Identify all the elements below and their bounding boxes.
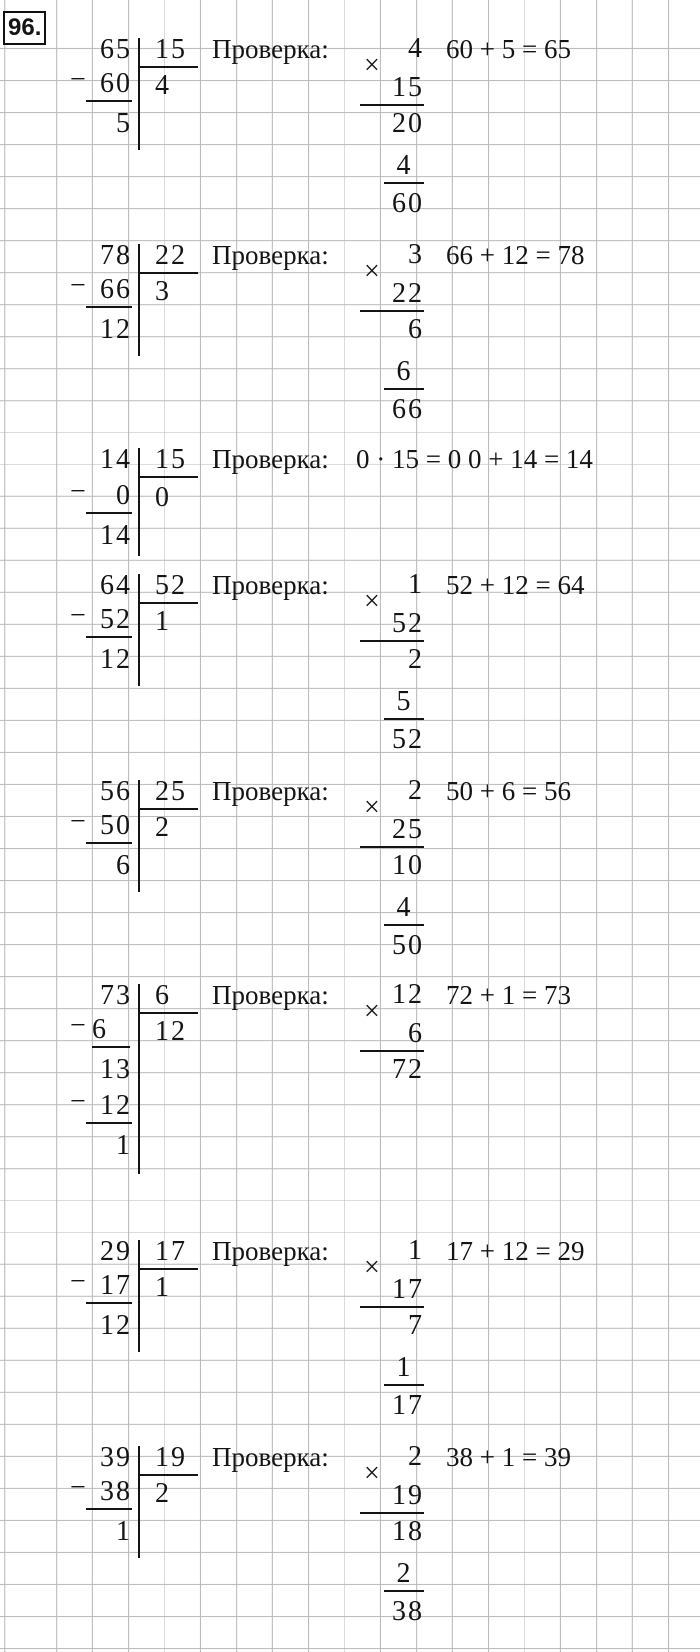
minus-sign: − [70, 806, 86, 837]
dividend: 73 [100, 980, 132, 1011]
remainder: 14 [100, 520, 132, 551]
quotient: 2 [155, 812, 171, 843]
carry-value: 5 [384, 686, 424, 720]
times-sign: × [364, 996, 380, 1027]
partial-product: 10 [392, 850, 424, 881]
divisor-underline [140, 272, 198, 274]
divisor-underline [140, 602, 198, 604]
quotient: 3 [155, 276, 171, 307]
check-label: Проверка: [212, 240, 329, 270]
times-sign: × [364, 1252, 380, 1283]
division-bar [138, 448, 140, 556]
divisor: 15 [155, 34, 187, 65]
multiplier-top: 2 [408, 1441, 424, 1472]
partial-product: 20 [392, 108, 424, 139]
subtrahend: 0 [86, 480, 132, 514]
quotient: 0 [155, 482, 171, 513]
minus-sign: − [70, 64, 86, 95]
times-sign: × [364, 256, 380, 287]
multiplier-top: 1 [408, 569, 424, 600]
product-result: 50 [392, 930, 424, 961]
division-bar [138, 1240, 140, 1352]
check-label: Проверка: [212, 776, 329, 806]
carry-value: 1 [384, 1352, 424, 1386]
addition-check: 72 + 1 = 73 [446, 980, 571, 1010]
minus-sign: − [70, 1010, 86, 1041]
carry-value: 4 [384, 892, 424, 926]
multiplier-top: 1 [408, 1235, 424, 1266]
division-bar [138, 574, 140, 686]
divisor-underline [140, 1012, 198, 1014]
check-label: Проверка: [212, 1236, 329, 1266]
check-label: Проверка: [212, 570, 329, 600]
check-label: Проверка: [212, 444, 329, 474]
quotient: 1 [155, 606, 171, 637]
remainder: 5 [116, 108, 132, 139]
product-result: 60 [392, 188, 424, 219]
remainder: 12 [100, 314, 132, 345]
partial-product: 7 [408, 1310, 424, 1341]
times-sign: × [364, 50, 380, 81]
divisor-underline [140, 476, 198, 478]
multiplier-bottom: 22 [360, 278, 424, 312]
division-bar [138, 1446, 140, 1558]
multiplier-bottom: 15 [360, 72, 424, 106]
divisor-underline [140, 808, 198, 810]
dividend: 29 [100, 1236, 132, 1267]
subtrahend: 52 [86, 604, 132, 638]
multiplier-top: 2 [408, 775, 424, 806]
quotient: 4 [155, 70, 171, 101]
subtrahend-2: 12 [86, 1090, 132, 1124]
dividend: 78 [100, 240, 132, 271]
remainder-2: 1 [116, 1130, 132, 1161]
divisor-underline [140, 1268, 198, 1270]
divisor: 22 [155, 240, 187, 271]
multiplier-top: 4 [408, 33, 424, 64]
times-sign: × [364, 586, 380, 617]
minus-sign: − [70, 270, 86, 301]
quotient: 2 [155, 1478, 171, 1509]
addition-check: 17 + 12 = 29 [446, 1236, 585, 1266]
minus-sign: − [70, 1472, 86, 1503]
remainder: 12 [100, 644, 132, 675]
product-result: 38 [392, 1596, 424, 1627]
partial-product: 6 [408, 314, 424, 345]
multiplier-bottom: 6 [360, 1018, 424, 1052]
subtrahend: 60 [86, 68, 132, 102]
partial-product: 2 [408, 644, 424, 675]
dividend: 65 [100, 34, 132, 65]
multiplier-bottom: 17 [360, 1274, 424, 1308]
division-bar [138, 984, 140, 1174]
addition-check: 60 + 5 = 65 [446, 34, 571, 64]
multiplier-bottom: 52 [360, 608, 424, 642]
multiplier-top: 3 [408, 239, 424, 270]
dividend: 64 [100, 570, 132, 601]
division-bar [138, 38, 140, 150]
addition-check: 52 + 12 = 64 [446, 570, 585, 600]
divisor: 25 [155, 776, 187, 807]
minus-sign: − [70, 476, 86, 507]
divisor: 52 [155, 570, 187, 601]
remainder: 1 [116, 1516, 132, 1547]
remainder: 6 [116, 850, 132, 881]
product-result: 72 [392, 1054, 424, 1085]
product-result: 52 [392, 724, 424, 755]
check-label: Проверка: [212, 1442, 329, 1472]
quotient: 12 [155, 1016, 187, 1047]
division-bar [138, 244, 140, 356]
subtrahend: 50 [86, 810, 132, 844]
multiplier-bottom: 25 [360, 814, 424, 848]
times-sign: × [364, 1458, 380, 1489]
multiplier-bottom: 19 [360, 1480, 424, 1514]
subtrahend: 17 [86, 1270, 132, 1304]
minus-sign: − [70, 1086, 86, 1117]
dividend: 14 [100, 444, 132, 475]
times-sign: × [364, 792, 380, 823]
exercise-number: 96. [3, 11, 46, 45]
carry-value: 4 [384, 150, 424, 184]
check-label: Проверка: [212, 980, 329, 1010]
divisor: 19 [155, 1442, 187, 1473]
dividend: 39 [100, 1442, 132, 1473]
divisor-underline [140, 1474, 198, 1476]
remainder: 13 [100, 1054, 132, 1085]
remainder: 12 [100, 1310, 132, 1341]
quotient: 1 [155, 1272, 171, 1303]
partial-product: 18 [392, 1516, 424, 1547]
check-label: Проверка: [212, 34, 329, 64]
subtrahend: 6 [92, 1014, 130, 1048]
division-bar [138, 780, 140, 892]
subtrahend: 66 [86, 274, 132, 308]
carry-value: 2 [384, 1558, 424, 1592]
minus-sign: − [70, 600, 86, 631]
addition-check: 38 + 1 = 39 [446, 1442, 571, 1472]
product-result: 17 [392, 1390, 424, 1421]
product-result: 66 [392, 394, 424, 425]
divisor: 15 [155, 444, 187, 475]
addition-check: 0 · 15 = 0 0 + 14 = 14 [356, 444, 593, 474]
divisor: 6 [155, 980, 171, 1011]
addition-check: 66 + 12 = 78 [446, 240, 585, 270]
divisor-underline [140, 66, 198, 68]
minus-sign: − [70, 1266, 86, 1297]
addition-check: 50 + 6 = 56 [446, 776, 571, 806]
dividend: 56 [100, 776, 132, 807]
subtrahend: 38 [86, 1476, 132, 1510]
carry-value: 6 [384, 356, 424, 390]
divisor: 17 [155, 1236, 187, 1267]
multiplier-top: 12 [392, 979, 424, 1010]
